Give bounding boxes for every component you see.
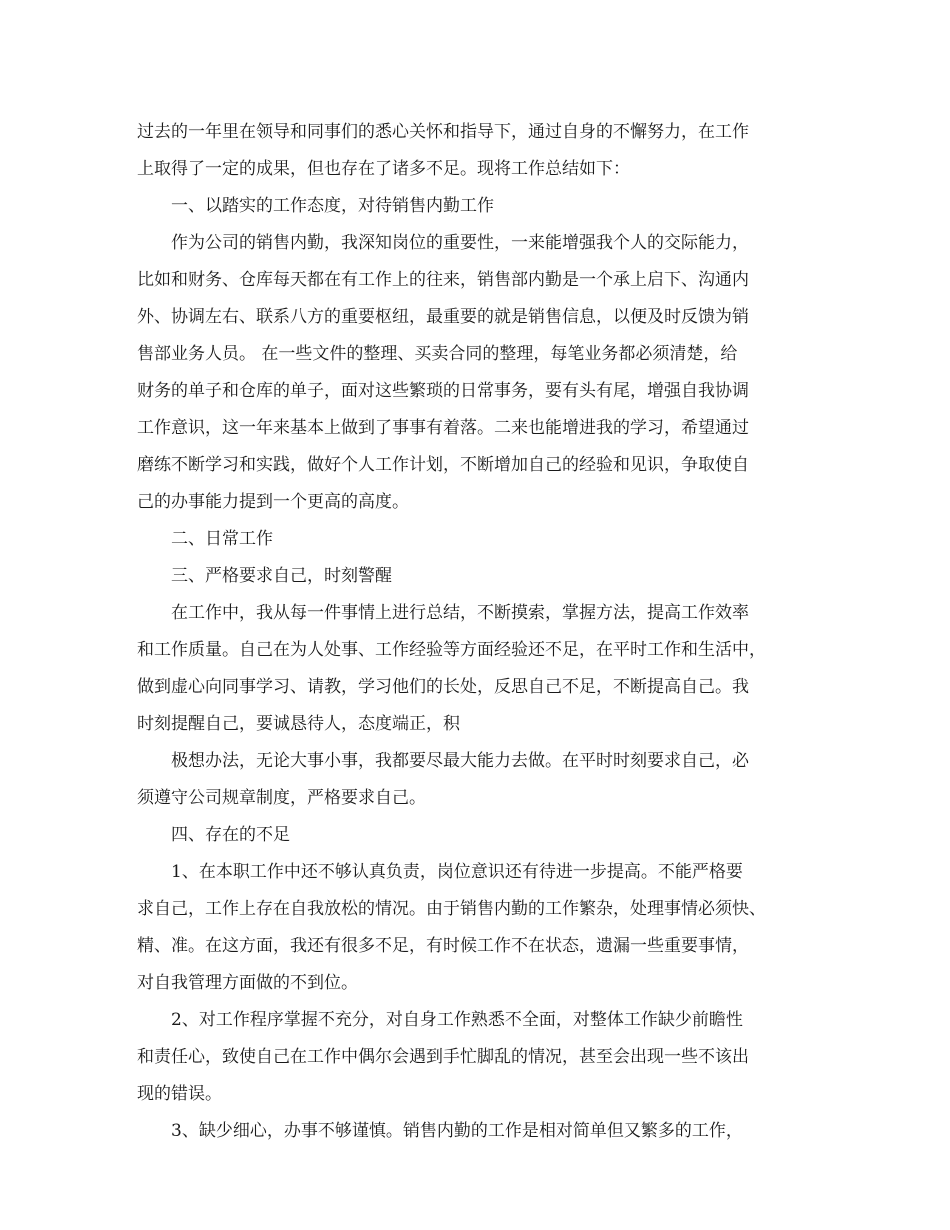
text-line: 财务的单子和仓库的单子，面对这些繁琐的日常事务，要有头有尾，增强自我协调 (137, 381, 749, 401)
text-line: 做到虚心向同事学习、请教，学习他们的长处，反思自己不足，不断提高自己。我 (137, 677, 749, 697)
text-line: 在工作中，我从每一件事情上进行总结，不断摸索，掌握方法，提高工作效率 (171, 603, 749, 623)
document-body (137, 114, 827, 1150)
text-line: 工作意识，这一年来基本上做到了事事有着落。二来也能增进我的学习，希望通过 (137, 418, 749, 438)
text-line: 极想办法，无论大事小事，我都要尽最大能力去做。在平时时刻要求自己，必 (171, 751, 749, 771)
text-line: 求自己，工作上存在自我放松的情况。由于销售内勤的工作繁杂，处理事情必须快、 (137, 899, 766, 919)
text-line: 1、在本职工作中还不够认真负责，岗位意识还有待进一步提高。不能严格要 (171, 862, 743, 882)
text-line: 售部业务人员。 在一些文件的整理、买卖合同的整理，每笔业务都必须清楚，给 (137, 344, 738, 364)
text-line: 上取得了一定的成果，但也存在了诸多不足。现将工作总结如下： (137, 159, 630, 179)
text-line: 磨练不断学习和实践，做好个人工作计划，不断增加自己的经验和见识，争取使自 (137, 455, 749, 475)
section-heading-2: 二、日常工作 (171, 529, 273, 549)
section-heading-1: 一、以踏实的工作态度，对待销售内勤工作 (171, 196, 494, 216)
text-line: 过去的一年里在领导和同事们的悉心关怀和指导下，通过自身的不懈努力，在工作 (137, 122, 749, 142)
text-line: 作为公司的销售内勤，我深知岗位的重要性，一来能增强我个人的交际能力， (171, 233, 749, 253)
text-line: 己的办事能力提到一个更高的高度。 (137, 492, 409, 512)
text-line: 对自我管理方面做的不到位。 (137, 973, 358, 993)
text-line: 比如和财务、仓库每天都在有工作上的往来，销售部内勤是一个承上启下、沟通内 (137, 270, 749, 290)
text-line: 和责任心，致使自己在工作中偶尔会遇到手忙脚乱的情况，甚至会出现一些不该出 (137, 1047, 749, 1067)
text-line: 3、缺少细心，办事不够谨慎。销售内勤的工作是相对简单但又繁多的工作， (171, 1121, 743, 1141)
text-line: 外、协调左右、联系八方的重要枢纽，最重要的就是销售信息，以便及时反馈为销 (137, 307, 749, 327)
text-line: 现的错误。 (137, 1084, 222, 1104)
text-line: 须遵守公司规章制度，严格要求自己。 (137, 788, 426, 808)
section-heading-3: 三、严格要求自己，时刻警醒 (171, 566, 392, 586)
text-line: 时刻提醒自己，要诚恳待人，态度端正，积 (137, 714, 460, 734)
text-line: 精、准。在这方面，我还有很多不足，有时候工作不在状态，遗漏一些重要事情， (137, 936, 749, 956)
text-line: 2、对工作程序掌握不充分，对自身工作熟悉不全面，对整体工作缺少前瞻性 (171, 1010, 743, 1030)
text-line: 和工作质量。自己在为人处事、工作经验等方面经验还不足，在平时工作和生活中， (137, 640, 766, 660)
section-heading-4: 四、存在的不足 (171, 825, 290, 845)
